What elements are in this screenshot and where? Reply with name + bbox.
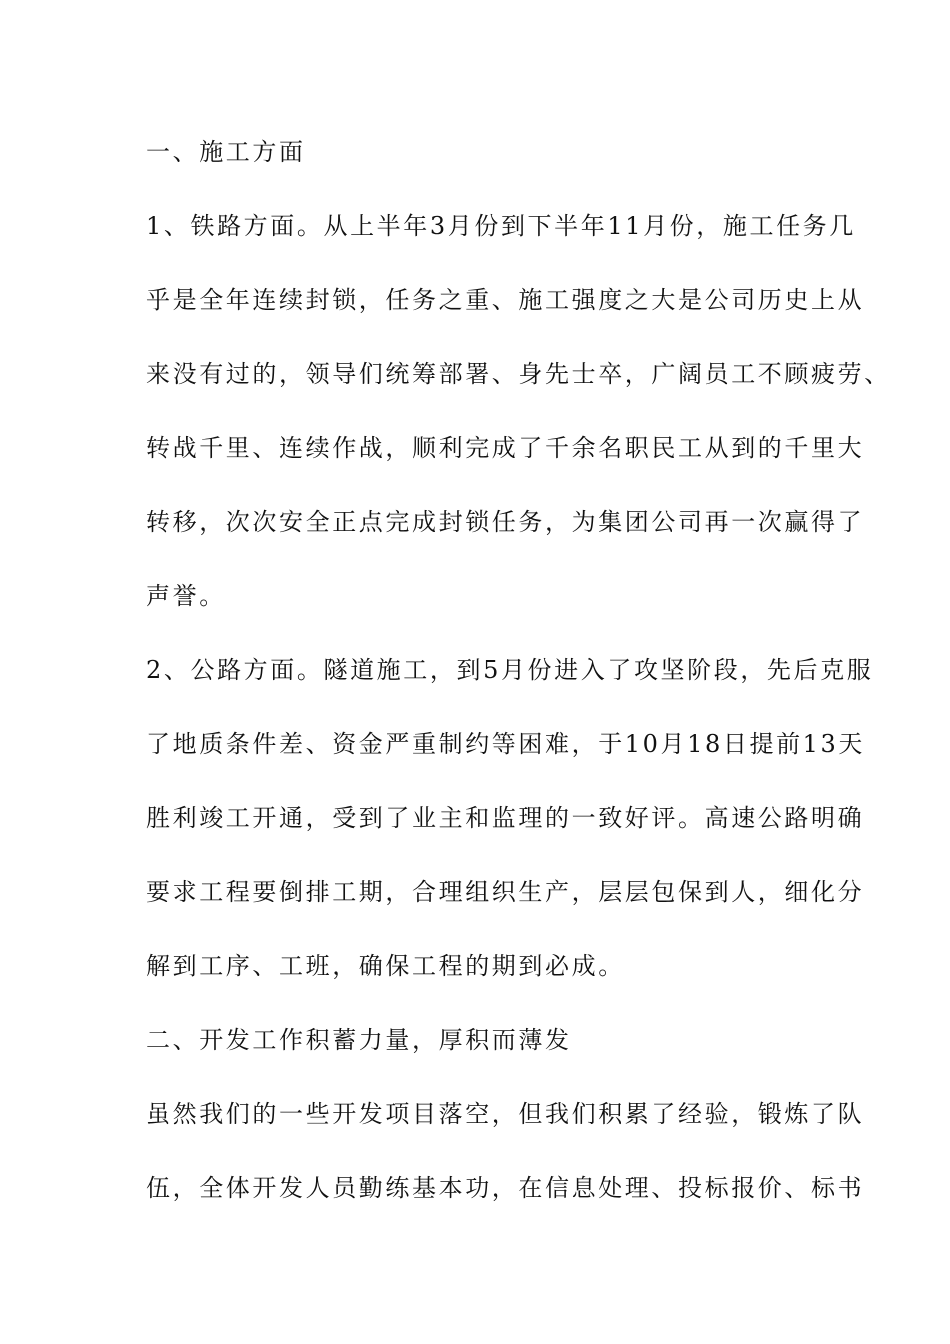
paragraph-line: 1、铁路方面。从上半年3月份到下半年11月份，施工任务几 (146, 212, 856, 240)
paragraph-line: 来没有过的，领导们统筹部署、身先士卒，广阔员工不顾疲劳、 (146, 360, 891, 388)
paragraph-line: 转战千里、连续作战，顺利完成了千余名职民工从到的千里大 (146, 434, 865, 462)
paragraph-line: 胜利竣工开通，受到了业主和监理的一致好评。高速公路明确 (146, 804, 865, 832)
paragraph-line: 转移，次次安全正点完成封锁任务，为集团公司再一次赢得了 (146, 508, 865, 536)
paragraph-line: 要求工程要倒排工期，合理组织生产，层层包保到人，细化分 (146, 878, 865, 906)
paragraph-line: 伍，全体开发人员勤练基本功，在信息处理、投标报价、标书 (146, 1174, 865, 1202)
paragraph-line: 了地质条件差、资金严重制约等困难，于10月18日提前13天 (146, 730, 866, 758)
paragraph-line: 2、公路方面。隧道施工，到5月份进入了攻坚阶段，先后克服 (146, 656, 874, 684)
section-heading-construction: 一、施工方面 (146, 138, 306, 166)
paragraph-line: 乎是全年连续封锁，任务之重、施工强度之大是公司历史上从 (146, 286, 865, 314)
paragraph-line: 声誉。 (146, 582, 226, 610)
paragraph-line: 虽然我们的一些开发项目落空，但我们积累了经验，锻炼了队 (146, 1100, 865, 1128)
section-heading-development: 二、开发工作积蓄力量，厚积而薄发 (146, 1026, 572, 1054)
paragraph-line: 解到工序、工班，确保工程的期到必成。 (146, 952, 625, 980)
